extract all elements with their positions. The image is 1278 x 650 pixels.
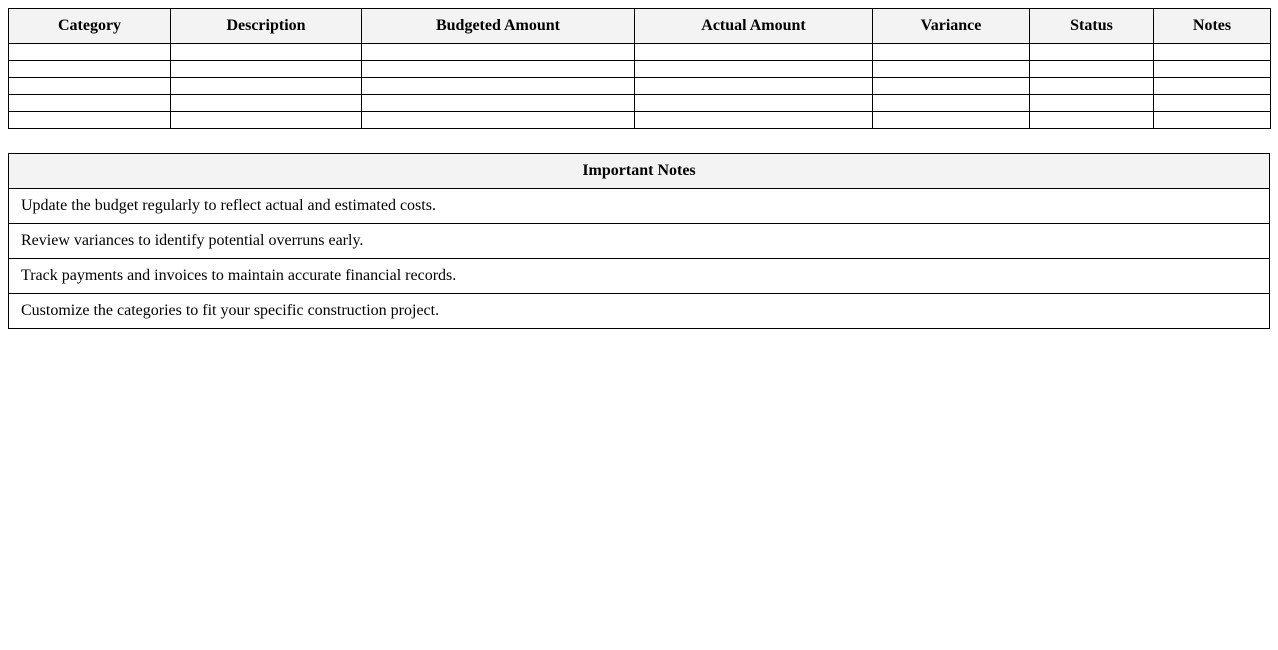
table-cell[interactable]	[171, 44, 362, 61]
note-text: Track payments and invoices to maintain accurate financial records.	[9, 259, 1270, 294]
table-cell[interactable]	[9, 44, 171, 61]
column-header-notes: Notes	[1154, 9, 1271, 44]
table-cell[interactable]	[362, 44, 635, 61]
table-cell[interactable]	[9, 78, 171, 95]
table-cell[interactable]	[873, 61, 1030, 78]
column-header-category: Category	[9, 9, 171, 44]
table-cell[interactable]	[1154, 112, 1271, 129]
table-cell[interactable]	[9, 61, 171, 78]
table-row	[9, 78, 1271, 95]
table-cell[interactable]	[635, 112, 873, 129]
list-item	[9, 259, 1270, 294]
table-cell[interactable]	[362, 95, 635, 112]
table-cell[interactable]	[362, 78, 635, 95]
list-item	[9, 294, 1270, 329]
column-header-status: Status	[1030, 9, 1154, 44]
table-cell[interactable]	[1030, 112, 1154, 129]
table-cell[interactable]	[171, 112, 362, 129]
budget-table	[8, 8, 1271, 129]
table-cell[interactable]	[1030, 61, 1154, 78]
note-text: Customize the categories to fit your specific construction project.	[9, 294, 1270, 329]
table-cell[interactable]	[1030, 95, 1154, 112]
table-cell[interactable]	[1030, 44, 1154, 61]
table-cell[interactable]	[873, 95, 1030, 112]
table-cell[interactable]	[1154, 44, 1271, 61]
table-cell[interactable]	[873, 112, 1030, 129]
important-notes-table	[8, 153, 1270, 329]
budget-header-row	[9, 9, 1271, 44]
list-item	[9, 189, 1270, 224]
note-text: Review variances to identify potential overruns early.	[9, 224, 1270, 259]
column-header-description: Description	[171, 9, 362, 44]
list-item	[9, 224, 1270, 259]
table-cell[interactable]	[362, 112, 635, 129]
table-row	[9, 44, 1271, 61]
column-header-variance: Variance	[873, 9, 1030, 44]
table-cell[interactable]	[171, 95, 362, 112]
table-cell[interactable]	[1154, 95, 1271, 112]
notes-title: Important Notes	[9, 154, 1270, 189]
table-row	[9, 112, 1271, 129]
table-cell[interactable]	[635, 44, 873, 61]
table-cell[interactable]	[635, 61, 873, 78]
table-cell[interactable]	[873, 78, 1030, 95]
column-header-actual-amount: Actual Amount	[635, 9, 873, 44]
table-cell[interactable]	[9, 95, 171, 112]
table-cell[interactable]	[873, 44, 1030, 61]
table-row	[9, 95, 1271, 112]
table-cell[interactable]	[171, 78, 362, 95]
table-cell[interactable]	[635, 95, 873, 112]
table-cell[interactable]	[1154, 61, 1271, 78]
table-cell[interactable]	[9, 112, 171, 129]
table-cell[interactable]	[635, 78, 873, 95]
table-row	[9, 61, 1271, 78]
notes-header-row	[9, 154, 1270, 189]
table-cell[interactable]	[362, 61, 635, 78]
table-cell[interactable]	[1030, 78, 1154, 95]
column-header-budgeted-amount: Budgeted Amount	[362, 9, 635, 44]
table-cell[interactable]	[1154, 78, 1271, 95]
note-text: Update the budget regularly to reflect actual and estimated costs.	[9, 189, 1270, 224]
table-cell[interactable]	[171, 61, 362, 78]
